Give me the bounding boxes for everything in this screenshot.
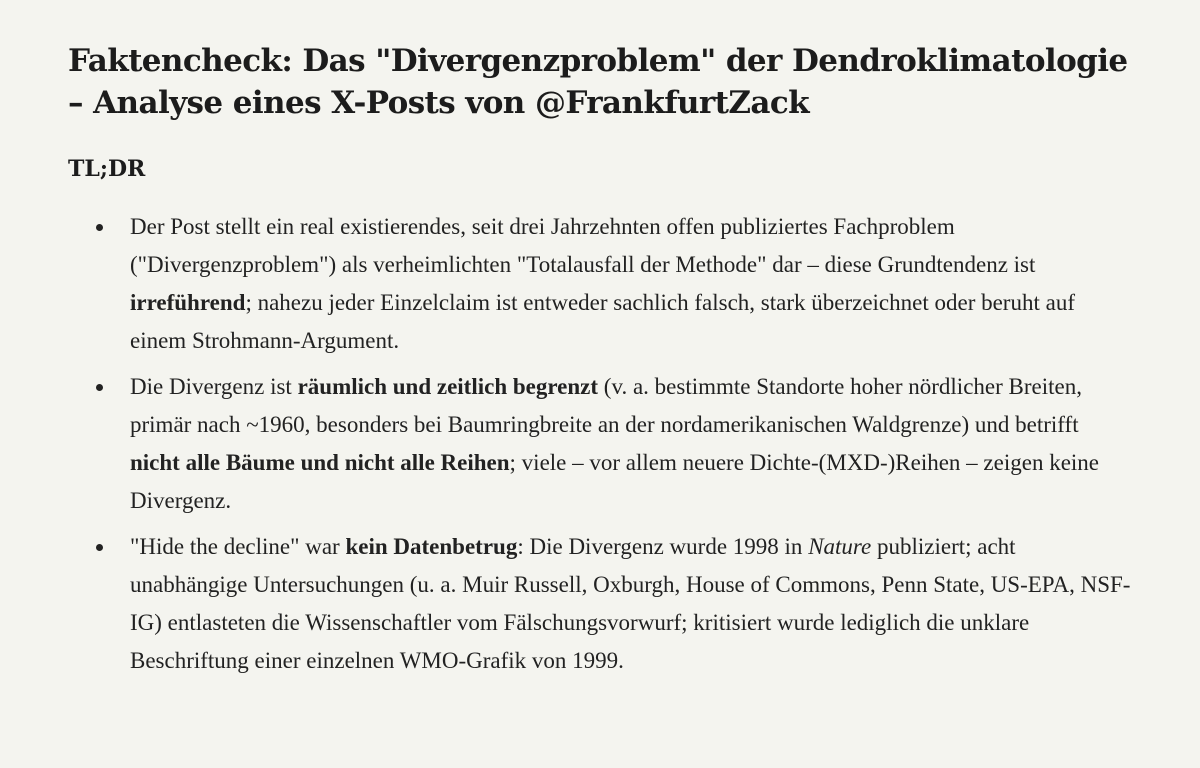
bullet-emphasis: kein Datenbetrug <box>345 534 518 559</box>
list-item <box>68 528 1132 680</box>
bullet-text: : Die Divergenz wurde 1998 in <box>517 534 809 559</box>
bullet-text: publiziert; acht unabhängige Untersuchungen (u. a. Muir Russell, Oxburgh, House of Commons, Penn State, US-EPA, NSF-IG) entlasteten die Wissenschaftler vom Fälschungsvorwurf; kritisiert wurde lediglich die unklare Beschriftung einer einzelnen WMO-Grafik von 1999. <box>130 534 1131 673</box>
article-title: Faktencheck: Das "Divergenzproblem" der Dendroklimatologie – Analyse eines X-Posts von @FrankfurtZack <box>68 43 1128 121</box>
tldr-list <box>68 208 1132 680</box>
bullet-emphasis: räumlich und zeitlich begrenzt <box>297 374 599 399</box>
bullet-text: "Hide the decline" war <box>130 534 346 559</box>
list-item <box>68 368 1132 520</box>
bullet-text: (v. a. bestimmte Standorte hoher nördlicher Breiten, primär nach ~1960, besonders bei Baumringbreite an der nordamerikanischen Waldgrenze) und betrifft <box>130 374 1082 437</box>
bullet-text: Die Divergenz ist <box>130 374 298 399</box>
bullet-text: Der Post stellt ein real existierendes, seit drei Jahrzehnten offen publiziertes Fachproblem ("Divergenzproblem") als verheimlichten "Totalausfall der Methode" dar – diese Grundtendenz ist <box>130 214 1036 277</box>
tldr-heading: TL;DR <box>68 156 146 182</box>
bullet-text: ; nahezu jeder Einzelclaim ist entweder sachlich falsch, stark überzeichnet oder beruht auf einem Strohmann-Argument. <box>130 290 1075 353</box>
bullet-emphasis: nicht alle Bäume und nicht alle Reihen <box>130 450 510 475</box>
list-item <box>68 208 1132 360</box>
bullet-text: ; viele – vor allem neuere Dichte-(MXD-)Reihen – zeigen keine Divergenz. <box>130 450 1100 513</box>
journal-name: Nature <box>808 534 872 559</box>
bullet-emphasis: irreführend <box>130 290 246 315</box>
